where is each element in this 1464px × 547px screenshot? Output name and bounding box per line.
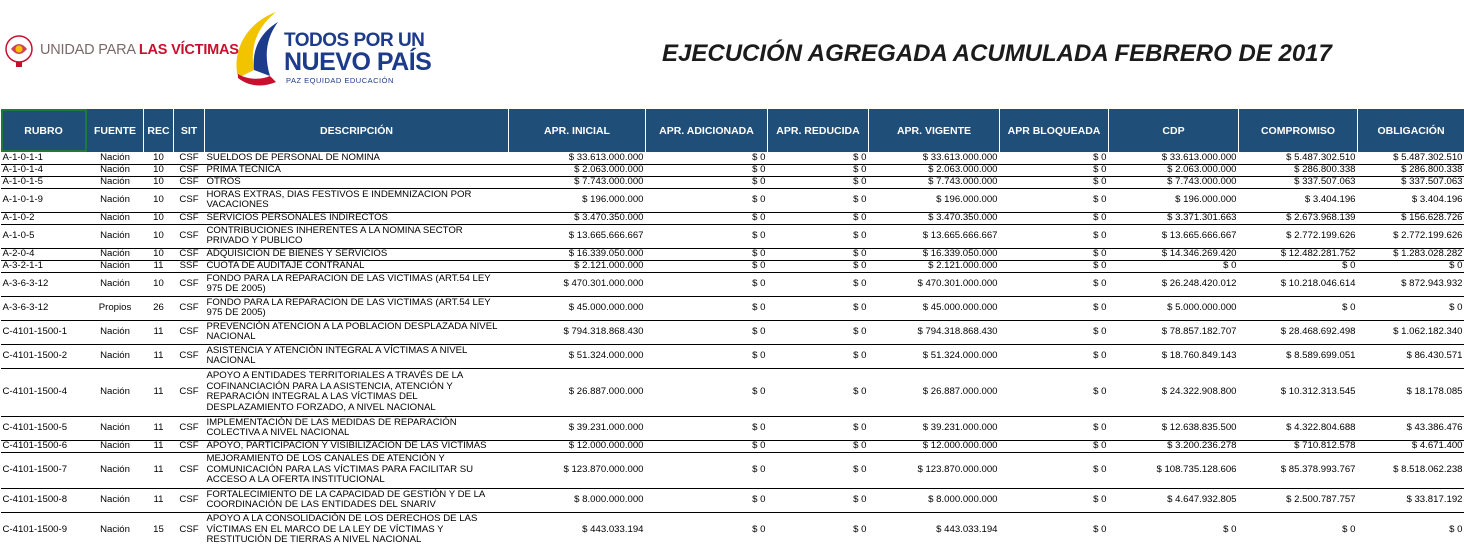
- cell-descripcion: APOYO A ENTIDADES TERRITORIALES A TRAVÉS DE LA COFINANCIACIÓN PARA LA ASISTENCIA, ATENCIÓN Y REPARACIÓN INTEGRAL A LAS VÍCTIMAS DEL DESPLAZAMIENTO FORZADO, A NIVEL NACIONAL: [205, 368, 509, 416]
- cell-compromiso: $ 0: [1239, 296, 1358, 320]
- cell-apr-bloqueada: $ 0: [1000, 152, 1109, 164]
- cell-rubro: C-4101-1500-8: [1, 488, 87, 512]
- cell-rubro: A-1-0-1-5: [1, 176, 87, 188]
- cell-obligacion: $ 0: [1358, 260, 1464, 272]
- cell-fuente: Nación: [87, 164, 144, 176]
- cell-apr-adicionada: $ 0: [646, 440, 768, 452]
- cell-descripcion: OTROS: [205, 176, 509, 188]
- cell-sit: CSF: [174, 224, 205, 248]
- column-header-apr-bloqueada: APR BLOQUEADA: [1000, 109, 1109, 152]
- cell-descripcion: MEJORAMIENTO DE LOS CANALES DE ATENCIÓN Y COMUNICACIÓN PARA LAS VÍCTIMAS PARA FACILITAR SU ACCESO A LA OFERTA INSTITUCIONAL: [205, 452, 509, 488]
- cell-fuente: Nación: [87, 512, 144, 547]
- cell-apr-adicionada: $ 0: [646, 344, 768, 368]
- logo-tagline: PAZ EQUIDAD EDUCACIÓN: [286, 76, 394, 85]
- cell-fuente: Nación: [87, 452, 144, 488]
- cell-rubro: C-4101-1500-9: [1, 512, 87, 547]
- cell-obligacion: $ 33.817.192: [1358, 488, 1464, 512]
- table-row: [1, 416, 1464, 440]
- cell-rec: 11: [144, 488, 174, 512]
- cell-fuente: Nación: [87, 248, 144, 260]
- cell-apr-bloqueada: $ 0: [1000, 164, 1109, 176]
- cell-obligacion: $ 2.772.199.626: [1358, 224, 1464, 248]
- cell-apr-vigente: $ 443.033.194: [869, 512, 1000, 547]
- cell-compromiso: $ 2.500.787.757: [1239, 488, 1358, 512]
- table-row: [1, 224, 1464, 248]
- cell-descripcion: HORAS EXTRAS, DIAS FESTIVOS E INDEMNIZACION POR VACACIONES: [205, 188, 509, 212]
- cell-apr-vigente: $ 2.121.000.000: [869, 260, 1000, 272]
- cell-obligacion: $ 1.062.182.340: [1358, 320, 1464, 344]
- cell-cdp: $ 13.665.666.667: [1109, 224, 1239, 248]
- cell-fuente: Nación: [87, 344, 144, 368]
- cell-descripcion: FORTALECIMIENTO DE LA CAPACIDAD DE GESTIÓN Y DE LA COORDINACIÓN DE LAS ENTIDADES DEL SNARIV: [205, 488, 509, 512]
- cell-compromiso: $ 2.772.199.626: [1239, 224, 1358, 248]
- cell-apr-reducida: $ 0: [768, 152, 869, 164]
- cell-rubro: A-2-0-4: [1, 248, 87, 260]
- cell-apr-adicionada: $ 0: [646, 248, 768, 260]
- table-row: [1, 452, 1464, 488]
- cell-apr-bloqueada: $ 0: [1000, 488, 1109, 512]
- cell-apr-reducida: $ 0: [768, 296, 869, 320]
- cell-rec: 11: [144, 440, 174, 452]
- table-row: [1, 320, 1464, 344]
- cell-rec: 11: [144, 416, 174, 440]
- cell-apr-reducida: $ 0: [768, 320, 869, 344]
- cell-apr-reducida: $ 0: [768, 188, 869, 212]
- cell-cdp: $ 5.000.000.000: [1109, 296, 1239, 320]
- cell-obligacion: $ 18.178.085: [1358, 368, 1464, 416]
- cell-apr-adicionada: $ 0: [646, 212, 768, 224]
- column-header-apr-adicionada: APR. ADICIONADA: [646, 109, 768, 152]
- cell-rec: 10: [144, 212, 174, 224]
- cell-obligacion: $ 337.507.063: [1358, 176, 1464, 188]
- cell-apr-inicial: $ 123.870.000.000: [509, 452, 646, 488]
- cell-apr-reducida: $ 0: [768, 344, 869, 368]
- cell-descripcion: ASISTENCIA Y ATENCIÓN INTEGRAL A VÍCTIMAS A NIVEL NACIONAL: [205, 344, 509, 368]
- cell-obligacion: $ 3.404.196: [1358, 188, 1464, 212]
- cell-rec: 15: [144, 512, 174, 547]
- table-row: [1, 512, 1464, 547]
- cell-apr-inicial: $ 8.000.000.000: [509, 488, 646, 512]
- cell-apr-adicionada: $ 0: [646, 512, 768, 547]
- cell-apr-bloqueada: $ 0: [1000, 440, 1109, 452]
- cell-apr-inicial: $ 45.000.000.000: [509, 296, 646, 320]
- cell-obligacion: $ 8.518.062.238: [1358, 452, 1464, 488]
- cell-rubro: A-1-0-2: [1, 212, 87, 224]
- cell-apr-reducida: $ 0: [768, 176, 869, 188]
- cell-cdp: $ 3.200.236.278: [1109, 440, 1239, 452]
- cell-descripcion: FONDO PARA LA REPARACION DE LAS VICTIMAS (ART.54 LEY 975 DE 2005): [205, 272, 509, 296]
- cell-apr-adicionada: $ 0: [646, 488, 768, 512]
- table-row: [1, 212, 1464, 224]
- cell-apr-adicionada: $ 0: [646, 320, 768, 344]
- cell-apr-bloqueada: $ 0: [1000, 416, 1109, 440]
- cell-apr-reducida: $ 0: [768, 416, 869, 440]
- report-header: [0, 0, 1464, 108]
- cell-rec: 10: [144, 164, 174, 176]
- cell-apr-vigente: $ 7.743.000.000: [869, 176, 1000, 188]
- cell-apr-vigente: $ 8.000.000.000: [869, 488, 1000, 512]
- cell-cdp: $ 0: [1109, 512, 1239, 547]
- cell-compromiso: $ 85.378.993.767: [1239, 452, 1358, 488]
- column-header-sit: SIT: [174, 109, 205, 152]
- table-body: [1, 152, 1464, 547]
- cell-apr-bloqueada: $ 0: [1000, 260, 1109, 272]
- cell-apr-bloqueada: $ 0: [1000, 248, 1109, 260]
- cell-compromiso: $ 12.482.281.752: [1239, 248, 1358, 260]
- cell-compromiso: $ 28.468.692.498: [1239, 320, 1358, 344]
- cell-compromiso: $ 3.404.196: [1239, 188, 1358, 212]
- cell-rubro: C-4101-1500-7: [1, 452, 87, 488]
- cell-apr-reducida: $ 0: [768, 440, 869, 452]
- cell-apr-bloqueada: $ 0: [1000, 272, 1109, 296]
- cell-fuente: Nación: [87, 488, 144, 512]
- cell-obligacion: $ 156.628.726: [1358, 212, 1464, 224]
- cell-obligacion: $ 86.430.571: [1358, 344, 1464, 368]
- cell-apr-vigente: $ 16.339.050.000: [869, 248, 1000, 260]
- table-row: [1, 152, 1464, 164]
- cell-apr-inicial: $ 2.063.000.000: [509, 164, 646, 176]
- cell-apr-vigente: $ 45.000.000.000: [869, 296, 1000, 320]
- cell-sit: CSF: [174, 440, 205, 452]
- cell-cdp: $ 26.248.420.012: [1109, 272, 1239, 296]
- colombia-seal-icon: [4, 31, 34, 69]
- cell-sit: CSF: [174, 452, 205, 488]
- cell-fuente: Nación: [87, 260, 144, 272]
- cell-cdp: $ 24.322.908.800: [1109, 368, 1239, 416]
- cell-sit: CSF: [174, 488, 205, 512]
- cell-apr-inicial: $ 26.887.000.000: [509, 368, 646, 416]
- table-row: [1, 164, 1464, 176]
- cell-sit: SSF: [174, 260, 205, 272]
- column-header-apr-inicial: APR. INICIAL: [509, 109, 646, 152]
- cell-fuente: Nación: [87, 368, 144, 416]
- cell-cdp: $ 18.760.849.143: [1109, 344, 1239, 368]
- cell-apr-reducida: $ 0: [768, 368, 869, 416]
- cell-compromiso: $ 8.589.699.051: [1239, 344, 1358, 368]
- cell-apr-inicial: $ 196.000.000: [509, 188, 646, 212]
- table-row: [1, 272, 1464, 296]
- cell-rec: 26: [144, 296, 174, 320]
- cell-apr-vigente: $ 196.000.000: [869, 188, 1000, 212]
- column-header-fuente: FUENTE: [87, 109, 144, 152]
- cell-rubro: A-3-2-1-1: [1, 260, 87, 272]
- cell-apr-vigente: $ 794.318.868.430: [869, 320, 1000, 344]
- column-header-rubro: RUBRO: [1, 109, 87, 152]
- cell-compromiso: $ 0: [1239, 512, 1358, 547]
- cell-fuente: Propios: [87, 296, 144, 320]
- cell-cdp: $ 2.063.000.000: [1109, 164, 1239, 176]
- todos-por-un-nuevo-pais-logo: [232, 8, 432, 92]
- cell-fuente: Nación: [87, 212, 144, 224]
- cell-apr-bloqueada: $ 0: [1000, 320, 1109, 344]
- unidad-victimas-logo: [4, 30, 239, 70]
- cell-apr-reducida: $ 0: [768, 452, 869, 488]
- page-title: EJECUCIÓN AGREGADA ACUMULADA FEBRERO DE 2017: [662, 40, 1332, 67]
- cell-descripcion: ADQUISICION DE BIENES Y SERVICIOS: [205, 248, 509, 260]
- cell-descripcion: APOYO, PARTICIPACIÓN Y VISIBILIZACIÓN DE LAS VÍCTIMAS: [205, 440, 509, 452]
- logo-line-1: TODOS POR UN: [284, 30, 425, 51]
- table-row: [1, 440, 1464, 452]
- cell-descripcion: FONDO PARA LA REPARACION DE LAS VICTIMAS (ART.54 LEY 975 DE 2005): [205, 296, 509, 320]
- cell-apr-bloqueada: $ 0: [1000, 452, 1109, 488]
- cell-cdp: $ 12.638.835.500: [1109, 416, 1239, 440]
- cell-rec: 11: [144, 320, 174, 344]
- cell-apr-reducida: $ 0: [768, 248, 869, 260]
- cell-rubro: C-4101-1500-1: [1, 320, 87, 344]
- cell-descripcion: IMPLEMENTACIÓN DE LAS MEDIDAS DE REPARACIÓN COLECTIVA A NIVEL NACIONAL: [205, 416, 509, 440]
- cell-rubro: A-3-6-3-12: [1, 272, 87, 296]
- column-header-descripcion: DESCRIPCIÓN: [205, 109, 509, 152]
- cell-apr-reducida: $ 0: [768, 272, 869, 296]
- column-header-apr-vigente: APR. VIGENTE: [869, 109, 1000, 152]
- cell-compromiso: $ 286.800.338: [1239, 164, 1358, 176]
- cell-fuente: Nación: [87, 224, 144, 248]
- cell-descripcion: SERVICIOS PERSONALES INDIRECTOS: [205, 212, 509, 224]
- cell-apr-vigente: $ 12.000.000.000: [869, 440, 1000, 452]
- cell-fuente: Nación: [87, 188, 144, 212]
- cell-apr-inicial: $ 39.231.000.000: [509, 416, 646, 440]
- cell-sit: CSF: [174, 176, 205, 188]
- cell-cdp: $ 4.647.932.805: [1109, 488, 1239, 512]
- cell-rubro: A-3-6-3-12: [1, 296, 87, 320]
- cell-compromiso: $ 2.673.968.139: [1239, 212, 1358, 224]
- cell-apr-adicionada: $ 0: [646, 272, 768, 296]
- cell-cdp: $ 0: [1109, 260, 1239, 272]
- cell-obligacion: $ 286.800.338: [1358, 164, 1464, 176]
- table-row: [1, 176, 1464, 188]
- cell-rubro: A-1-0-1-4: [1, 164, 87, 176]
- cell-apr-adicionada: $ 0: [646, 164, 768, 176]
- table-header-row: [1, 109, 1464, 152]
- cell-apr-bloqueada: $ 0: [1000, 224, 1109, 248]
- cell-obligacion: $ 5.487.302.510: [1358, 152, 1464, 164]
- cell-apr-vigente: $ 13.665.666.667: [869, 224, 1000, 248]
- cell-apr-reducida: $ 0: [768, 164, 869, 176]
- cell-rec: 10: [144, 248, 174, 260]
- column-header-obligacion: OBLIGACIÓN: [1358, 109, 1464, 152]
- cell-apr-adicionada: $ 0: [646, 188, 768, 212]
- column-header-apr-reducida: APR. REDUCIDA: [768, 109, 869, 152]
- cell-apr-bloqueada: $ 0: [1000, 212, 1109, 224]
- cell-rubro: C-4101-1500-4: [1, 368, 87, 416]
- cell-rubro: A-1-0-1-9: [1, 188, 87, 212]
- cell-sit: CSF: [174, 212, 205, 224]
- cell-apr-vigente: $ 33.613.000.000: [869, 152, 1000, 164]
- cell-obligacion: $ 0: [1358, 512, 1464, 547]
- cell-descripcion: CUOTA DE AUDITAJE CONTRANAL: [205, 260, 509, 272]
- cell-compromiso: $ 710.812.578: [1239, 440, 1358, 452]
- cell-cdp: $ 14.346.269.420: [1109, 248, 1239, 260]
- cell-compromiso: $ 0: [1239, 260, 1358, 272]
- cell-rubro: A-1-0-5: [1, 224, 87, 248]
- cell-apr-inicial: $ 470.301.000.000: [509, 272, 646, 296]
- cell-obligacion: $ 43.386.476: [1358, 416, 1464, 440]
- cell-compromiso: $ 337.507.063: [1239, 176, 1358, 188]
- cell-fuente: Nación: [87, 272, 144, 296]
- cell-rubro: C-4101-1500-2: [1, 344, 87, 368]
- cell-descripcion: PREVENCIÓN ATENCION A LA POBLACION DESPLAZADA NIVEL NACIONAL: [205, 320, 509, 344]
- cell-apr-adicionada: $ 0: [646, 452, 768, 488]
- cell-obligacion: $ 872.943.932: [1358, 272, 1464, 296]
- cell-sit: CSF: [174, 152, 205, 164]
- cell-sit: CSF: [174, 344, 205, 368]
- cell-obligacion: $ 4.671.400: [1358, 440, 1464, 452]
- column-header-cdp: CDP: [1109, 109, 1239, 152]
- cell-cdp: $ 78.857.182.707: [1109, 320, 1239, 344]
- cell-rubro: C-4101-1500-6: [1, 440, 87, 452]
- cell-compromiso: $ 10.218.046.614: [1239, 272, 1358, 296]
- column-header-rec: REC: [144, 109, 174, 152]
- cell-compromiso: $ 5.487.302.510: [1239, 152, 1358, 164]
- cell-apr-reducida: $ 0: [768, 260, 869, 272]
- cell-fuente: Nación: [87, 440, 144, 452]
- cell-rec: 11: [144, 344, 174, 368]
- cell-compromiso: $ 10.312.313.545: [1239, 368, 1358, 416]
- cell-cdp: $ 33.613.000.000: [1109, 152, 1239, 164]
- cell-rec: 11: [144, 452, 174, 488]
- cell-apr-bloqueada: $ 0: [1000, 344, 1109, 368]
- cell-apr-vigente: $ 3.470.350.000: [869, 212, 1000, 224]
- cell-apr-reducida: $ 0: [768, 512, 869, 547]
- cell-cdp: $ 108.735.128.606: [1109, 452, 1239, 488]
- cell-cdp: $ 7.743.000.000: [1109, 176, 1239, 188]
- cell-apr-inicial: $ 7.743.000.000: [509, 176, 646, 188]
- cell-sit: CSF: [174, 164, 205, 176]
- cell-obligacion: $ 0: [1358, 296, 1464, 320]
- cell-apr-bloqueada: $ 0: [1000, 188, 1109, 212]
- cell-apr-adicionada: $ 0: [646, 416, 768, 440]
- cell-sit: CSF: [174, 320, 205, 344]
- table-row: [1, 368, 1464, 416]
- cell-apr-vigente: $ 39.231.000.000: [869, 416, 1000, 440]
- cell-rec: 11: [144, 260, 174, 272]
- cell-sit: CSF: [174, 248, 205, 260]
- cell-apr-bloqueada: $ 0: [1000, 512, 1109, 547]
- table-row: [1, 296, 1464, 320]
- cell-obligacion: $ 1.283.028.282: [1358, 248, 1464, 260]
- table-row: [1, 188, 1464, 212]
- cell-descripcion: PRIMA TECNICA: [205, 164, 509, 176]
- cell-apr-adicionada: $ 0: [646, 152, 768, 164]
- cell-sit: CSF: [174, 416, 205, 440]
- budget-execution-table: [0, 109, 1464, 547]
- cell-apr-adicionada: $ 0: [646, 176, 768, 188]
- cell-apr-bloqueada: $ 0: [1000, 296, 1109, 320]
- cell-rec: 11: [144, 368, 174, 416]
- cell-sit: CSF: [174, 368, 205, 416]
- cell-sit: CSF: [174, 296, 205, 320]
- cell-apr-vigente: $ 51.324.000.000: [869, 344, 1000, 368]
- cell-apr-reducida: $ 0: [768, 488, 869, 512]
- unidad-victimas-text: UNIDAD PARA LAS VÍCTIMAS: [40, 42, 239, 58]
- cell-fuente: Nación: [87, 176, 144, 188]
- cell-apr-inicial: $ 33.613.000.000: [509, 152, 646, 164]
- cell-apr-adicionada: $ 0: [646, 368, 768, 416]
- table-row: [1, 488, 1464, 512]
- cell-apr-inicial: $ 794.318.868.430: [509, 320, 646, 344]
- cell-apr-inicial: $ 3.470.350.000: [509, 212, 646, 224]
- cell-apr-reducida: $ 0: [768, 212, 869, 224]
- cell-fuente: Nación: [87, 320, 144, 344]
- cell-descripcion: SUELDOS DE PERSONAL DE NOMINA: [205, 152, 509, 164]
- cell-apr-vigente: $ 2.063.000.000: [869, 164, 1000, 176]
- cell-apr-reducida: $ 0: [768, 224, 869, 248]
- cell-apr-vigente: $ 26.887.000.000: [869, 368, 1000, 416]
- cell-apr-vigente: $ 470.301.000.000: [869, 272, 1000, 296]
- cell-apr-inicial: $ 443.033.194: [509, 512, 646, 547]
- cell-rubro: C-4101-1500-5: [1, 416, 87, 440]
- cell-apr-inicial: $ 51.324.000.000: [509, 344, 646, 368]
- cell-cdp: $ 3.371.301.663: [1109, 212, 1239, 224]
- cell-rec: 10: [144, 272, 174, 296]
- cell-apr-adicionada: $ 0: [646, 260, 768, 272]
- logo-line-2: NUEVO PAÍS: [284, 48, 432, 76]
- cell-apr-inicial: $ 2.121.000.000: [509, 260, 646, 272]
- cell-descripcion: CONTRIBUCIONES INHERENTES A LA NOMINA SECTOR PRIVADO Y PUBLICO: [205, 224, 509, 248]
- cell-sit: CSF: [174, 272, 205, 296]
- cell-apr-inicial: $ 13.665.666.667: [509, 224, 646, 248]
- table-row: [1, 344, 1464, 368]
- cell-fuente: Nación: [87, 152, 144, 164]
- cell-rec: 10: [144, 188, 174, 212]
- column-header-compromiso: COMPROMISO: [1239, 109, 1358, 152]
- cell-apr-inicial: $ 12.000.000.000: [509, 440, 646, 452]
- cell-apr-inicial: $ 16.339.050.000: [509, 248, 646, 260]
- cell-fuente: Nación: [87, 416, 144, 440]
- cell-apr-adicionada: $ 0: [646, 296, 768, 320]
- cell-descripcion: APOYO A LA CONSOLIDACIÓN DE LOS DERECHOS DE LAS VÍCTIMAS EN EL MARCO DE LA LEY DE VÍCTIMAS Y RESTITUCIÓN DE TIERRAS A NIVEL NACIONAL: [205, 512, 509, 547]
- table-row: [1, 248, 1464, 260]
- cell-apr-bloqueada: $ 0: [1000, 176, 1109, 188]
- cell-rubro: A-1-0-1-1: [1, 152, 87, 164]
- cell-apr-adicionada: $ 0: [646, 224, 768, 248]
- cell-rec: 10: [144, 152, 174, 164]
- cell-cdp: $ 196.000.000: [1109, 188, 1239, 212]
- cell-sit: CSF: [174, 512, 205, 547]
- cell-rec: 10: [144, 176, 174, 188]
- cell-sit: CSF: [174, 188, 205, 212]
- cell-apr-bloqueada: $ 0: [1000, 368, 1109, 416]
- colombia-flag-swoosh-icon: [232, 8, 284, 92]
- cell-rec: 10: [144, 224, 174, 248]
- cell-apr-vigente: $ 123.870.000.000: [869, 452, 1000, 488]
- table-row: [1, 260, 1464, 272]
- cell-compromiso: $ 4.322.804.688: [1239, 416, 1358, 440]
